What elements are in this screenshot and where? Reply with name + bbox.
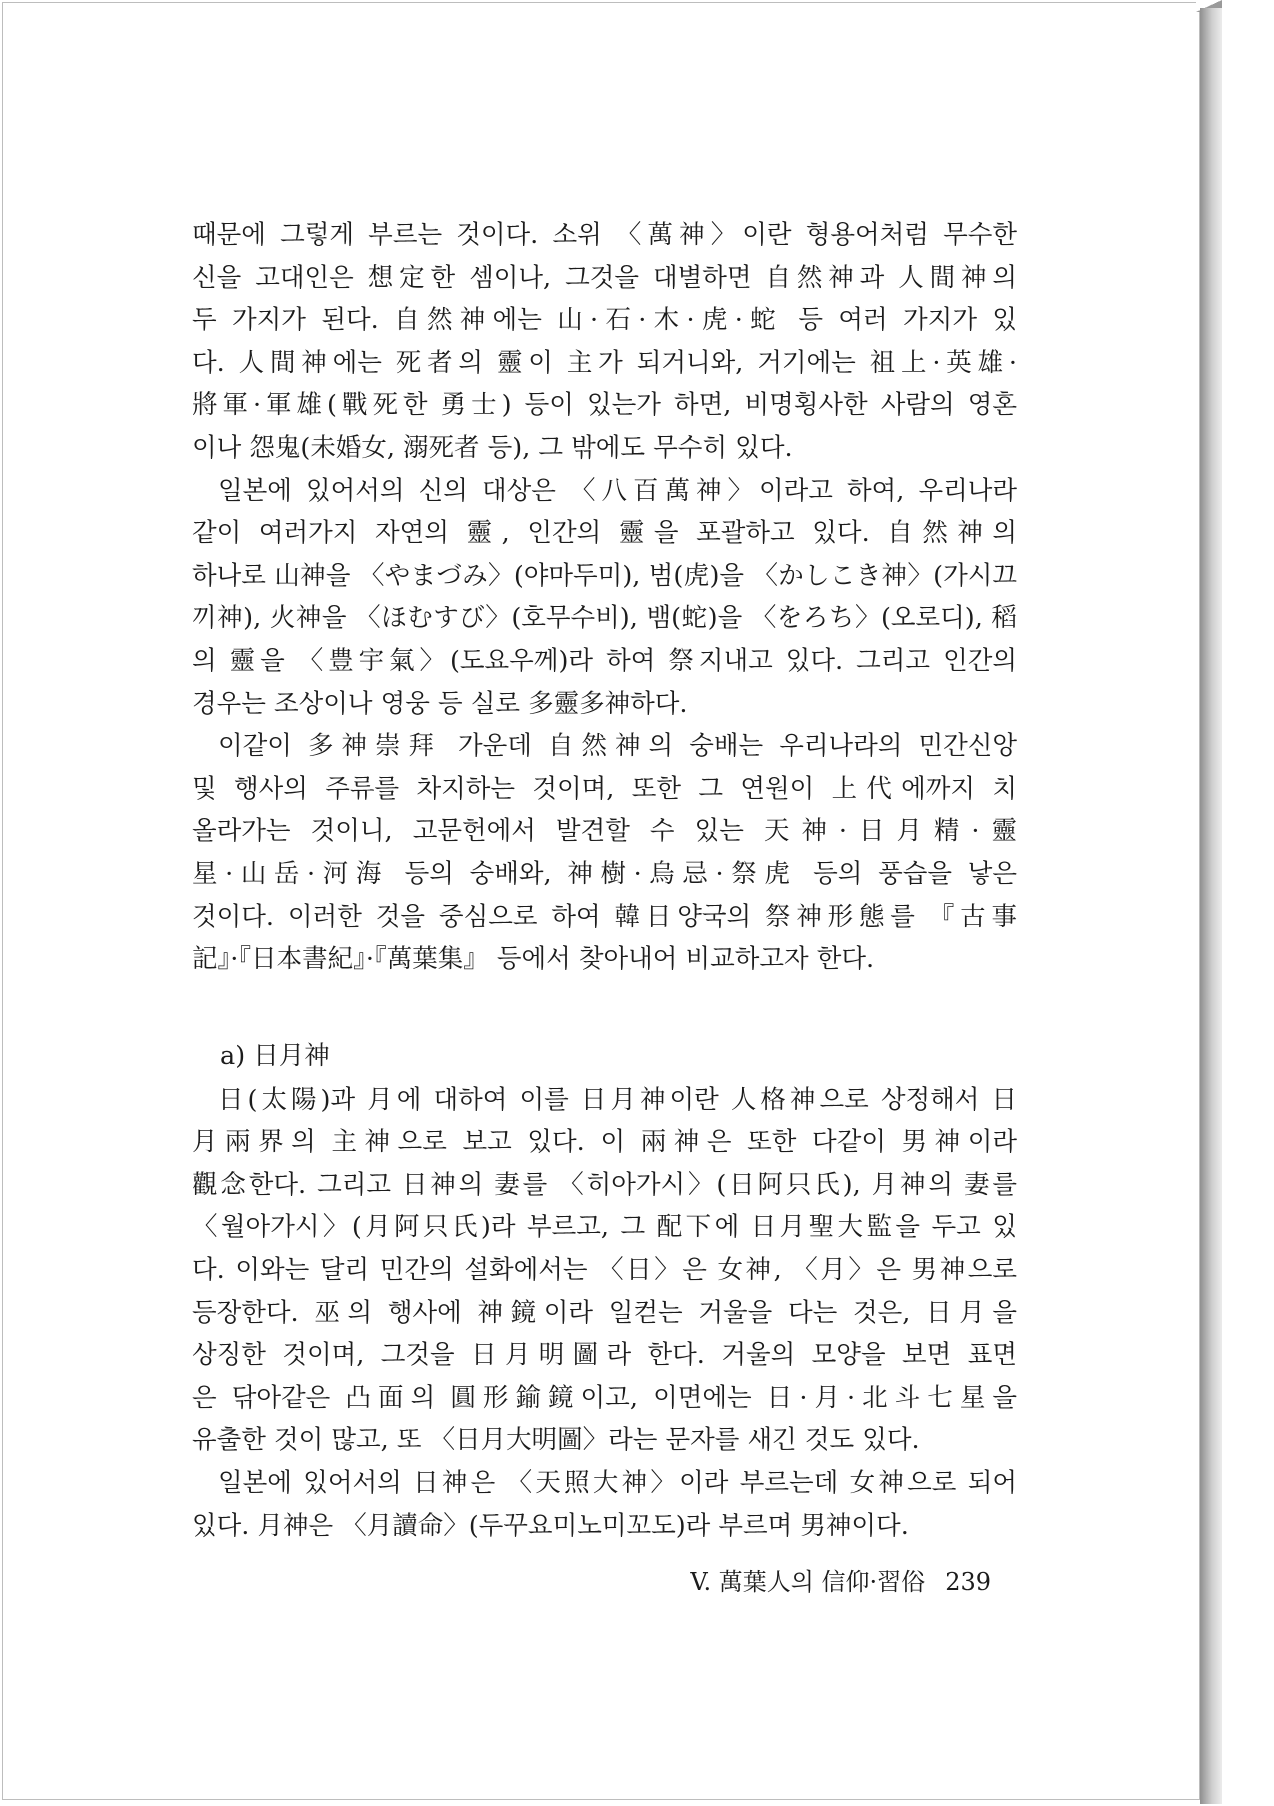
text-line: 將軍·軍雄(戰死한 勇士) 등이 있는가 하면, 비명횡사한 사람의 영혼 [192,390,1017,421]
text-line: 신을 고대인은 想定한 셈이나, 그것을 대별하면 自然神과 人間神의 [192,262,1017,293]
text-line: 경우는 조상이나 영웅 등 실로 多靈多神하다. [192,688,688,719]
text-line: 이나 怨鬼(未婚女, 溺死者 등), 그 밖에도 무수히 있다. [192,432,793,463]
text-line: 및 행사의 주류를 차지하는 것이며, 또한 그 연원이 上代에까지 치 [192,773,1017,804]
text-line: 〈월아가시〉(月阿只氏)라 부르고, 그 配下에 日月聖大監을 두고 있 [192,1212,1017,1243]
text-line: 올라가는 것이니, 고문헌에서 발견할 수 있는 天神·日月精·靈 [192,816,1017,847]
text-line: 다. 이와는 달리 민간의 설화에서는 〈日〉은 女神, 〈月〉은 男神으로 [192,1255,1017,1286]
text-line: 있다. 月神은 〈月讀命〉(두꾸요미노미꼬도)라 부르며 男神이다. [192,1510,909,1541]
text-line: 星·山岳·河海 등의 숭배와, 神樹·烏忌·祭虎 등의 풍습을 낳은 [192,858,1017,889]
text-line: 日(太陽)과 月에 대하여 이를 日月神이란 人格神으로 상정해서 日 [218,1084,1017,1115]
text-line: 등장한다. 巫의 행사에 神鏡이라 일컫는 거울을 다는 것은, 日月을 [192,1297,1017,1328]
text-line: 이같이 多神崇拜 가운데 自然神의 숭배는 우리나라의 민간신앙 [218,731,1017,762]
text-line: 일본에 있어서의 日神은 〈天照大神〉이라 부르는데 女神으로 되어 [218,1468,1017,1499]
text-line: 끼神), 火神을 〈ほむすび〉(호무수비), 뱀(蛇)을 〈をろち〉(오로디), 稻 [192,603,1017,634]
text-line: 의 靈을 〈豊宇氣〉(도요우께)라 하여 祭지내고 있다. 그리고 인간의 [192,645,1017,676]
running-head: V. 萬葉人의 信仰·習俗 [690,1568,926,1596]
text-line: 記』·『日本書紀』·『萬葉集』 등에서 찾아내어 비교하고자 한다. [192,944,875,975]
page-edge-shadow [1200,8,1222,1804]
text-line: 하나로 山神을 〈やまづみ〉(야마두미), 범(虎)을 〈かしこき神〉(가시끄 [192,560,1017,591]
text-line: 은 닦아같은 凸面의 圓形鍮鏡이고, 이면에는 日·月·北斗七星을 [192,1382,1017,1413]
page-number: 239 [945,1568,991,1596]
text-line: 일본에 있어서의 신의 대상은 〈八百萬神〉이라고 하여, 우리나라 [218,475,1017,506]
text-line: 때문에 그렇게 부르는 것이다. 소위 〈萬神〉이란 형용어처럼 무수한 [192,220,1017,250]
text-line: 같이 여러가지 자연의 靈, 인간의 靈을 포괄하고 있다. 自然神의 [192,518,1017,549]
text-line: 상징한 것이며, 그것을 日月明圖라 한다. 거울의 모양을 보면 표면 [192,1340,1017,1371]
section-heading: a) 日月神 [220,1040,330,1071]
text-line: 다. 人間神에는 死者의 靈이 主가 되거니와, 거기에는 祖上·英雄· [192,347,1017,378]
body-text [192,214,1017,1547]
text-line: 觀念한다. 그리고 日神의 妻를 〈히아가시〉(日阿只氏), 月神의 妻를 [192,1169,1017,1200]
text-line: 것이다. 이러한 것을 중심으로 하여 韓日양국의 祭神形態를 『古事 [192,901,1017,932]
text-line: 두 가지가 된다. 自然神에는 山·石·木·虎·蛇 등 여러 가지가 있 [192,305,1017,336]
page-footer [648,1562,991,1597]
text-line: 月兩界의 主神으로 보고 있다. 이 兩神은 또한 다같이 男神이라 [192,1127,1017,1158]
text-line: 유출한 것이 많고, 또 〈日月大明圖〉라는 문자를 새긴 것도 있다. [192,1425,920,1456]
